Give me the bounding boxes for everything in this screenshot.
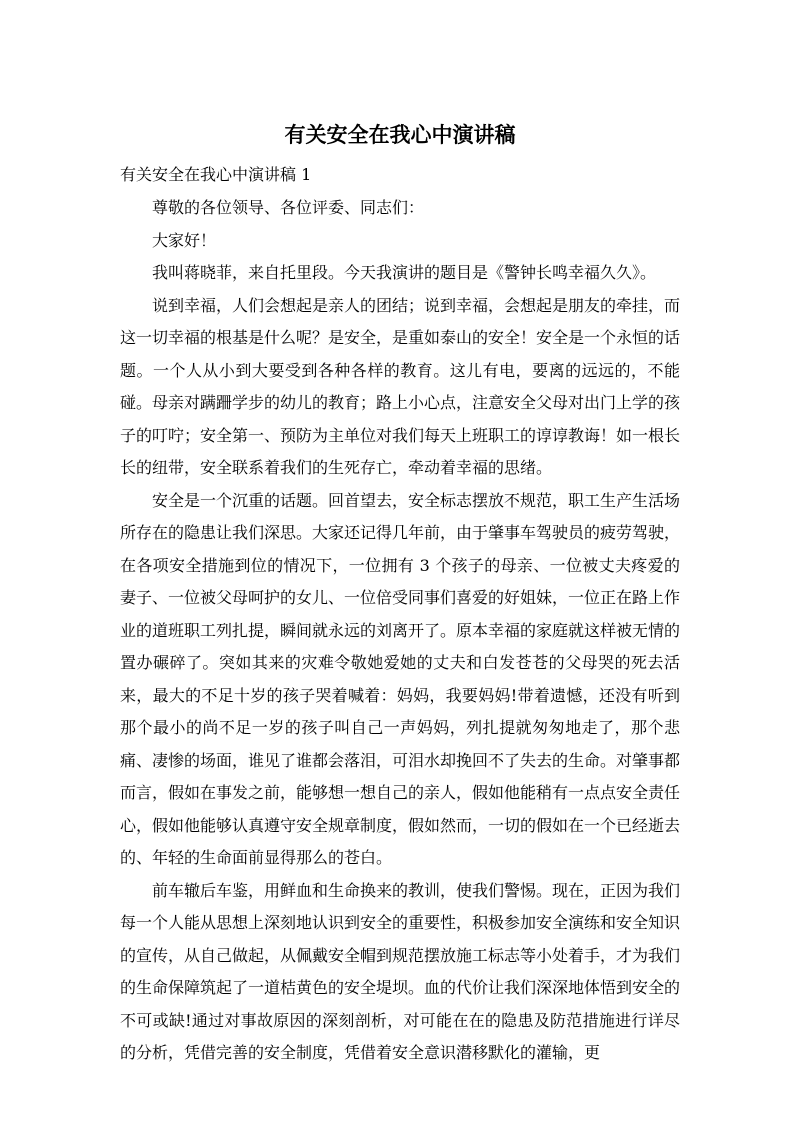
paragraph-heavy-topic: 安全是一个沉重的话题。回首望去，安全标志摆放不规范，职工生产生活场所存在的隐患让我们深思。大家还记得几年前，由于肇事车驾驶员的疲劳驾驶，在各项安全措施到位的情况下，一位拥有 3 个孩子的母亲、一位被丈夫疼爱的妻子、一位被父母呵护的女儿、一位倍受同事们喜爱的好姐妹，一位正在路上作业的道班职工列扎提，瞬间就永远的刘离开了。原本幸福的家庭就这样被无情的置办碾碎了。突如其来的灾难令敬她爱她的丈夫和白发苍苍的父母哭的死去活来，最大的不足十岁的孩子哭着喊着：妈妈，我要妈妈!带着遗憾，还没有听到那个最小的尚不足一岁的孩子叫自己一声妈妈，列扎提就匆匆地走了，那个悲痛、凄惨的场面，谁见了谁都会落泪，可泪水却挽回不了失去的生命。对肇事都而言，假如在事发之前，能够想一想自己的亲人，假如他能稍有一点点安全责任心，假如他能够认真遵守安全规章制度，假如然而，一切的假如在一个已经逝去的、年轻的生命面前显得那么的苍白。: [120, 490, 681, 867]
paragraph-greeting: 大家好！: [152, 230, 217, 250]
document-body: [120, 192, 680, 1070]
paragraph-introduction: 我叫蒋晓菲，来自托里段。今天我演讲的题目是《警钟长鸣幸福久久》。: [152, 263, 657, 282]
document-subtitle: 有关安全在我心中演讲稿 1: [120, 165, 312, 184]
paragraph-happiness: 说到幸福，人们会想起是亲人的团结；说到幸福，会想起是朋友的牵挂，而这一切幸福的根基是什么呢？是安全，是重如泰山的安全！安全是一个永恒的话题。一个人从小到大要受到各种各样的教育。这儿有电，要离的远远的，不能碰。母亲对蹒跚学步的幼儿的教育；路上小心点，注意安全父母对出门上学的孩子的叮咛；安全第一、预防为主单位对我们每天上班职工的谆谆教诲！如一根长长的纽带，安全联系着我们的生死存亡，牵动着幸福的思绪。: [120, 295, 681, 477]
document-title: 有关安全在我心中演讲稿: [284, 123, 516, 147]
paragraph-salutation: 尊敬的各位领导、各位评委、同志们：: [152, 198, 425, 217]
paragraph-lessons: 前车辙后车鉴，用鲜血和生命换来的教训，使我们警惕。现在，正因为我们每一个人能从思想上深刻地认识到安全的重要性，积极参加安全演练和安全知识的宣传，从自己做起，从佩戴安全帽到规范摆放施工标志等小处着手，才为我们的生命保障筑起了一道桔黄色的安全堤坝。血的代价让我们深深地体悟到安全的不可或缺!通过对事故原因的深刻剖析，对可能在在的隐患及防范措施进行详尽的分析，凭借完善的安全制度，凭借着安全意识潜移默化的灌输，更: [120, 880, 681, 1062]
